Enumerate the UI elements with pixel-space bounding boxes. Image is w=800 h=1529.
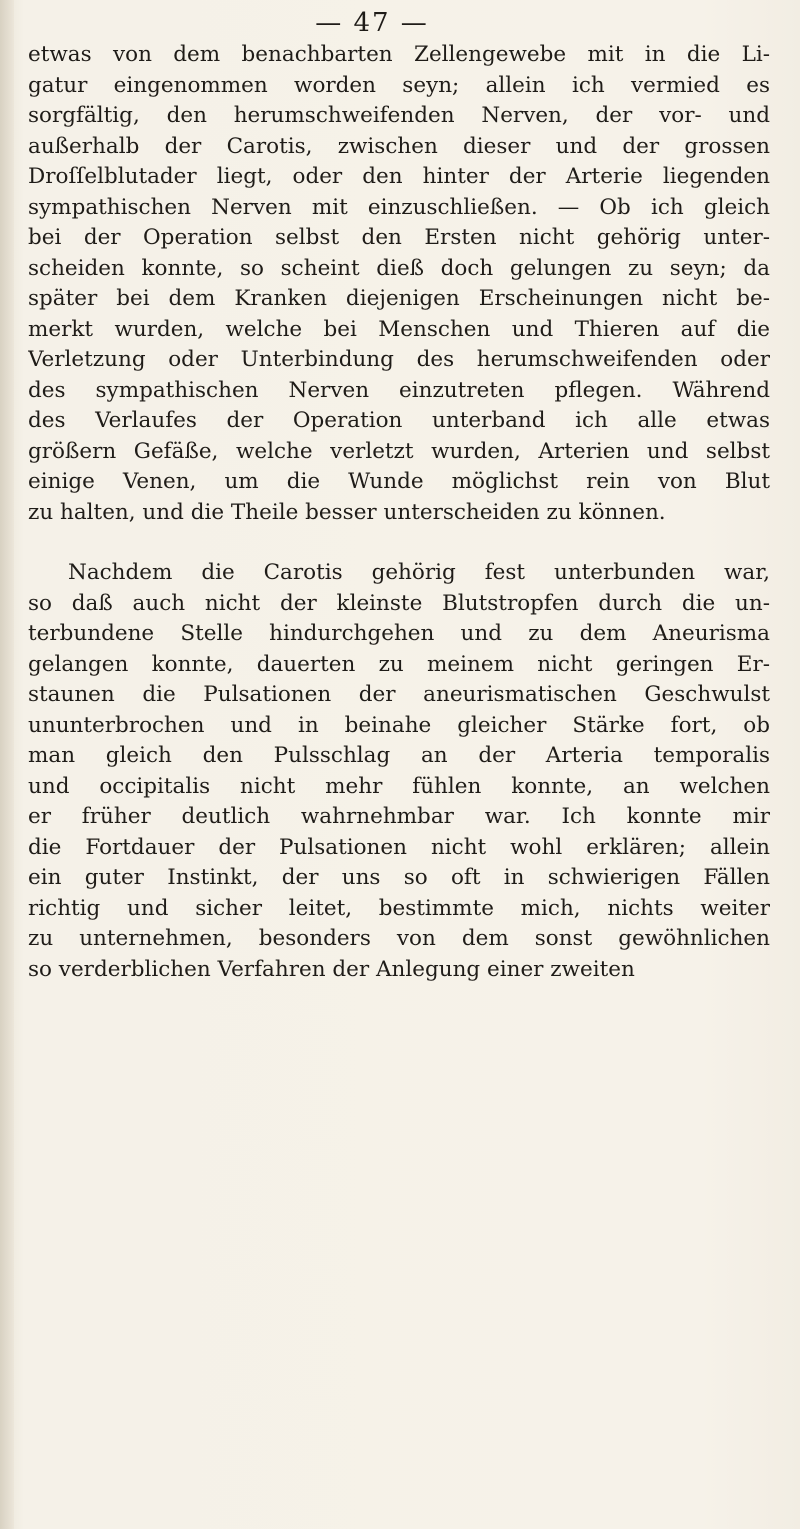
text-line: terbundene Stelle hindurchgehen und zu dem Aneurisma bbox=[28, 621, 770, 646]
text-line: sorgfältig, den herumschweifenden Nerven, der vor- und bbox=[28, 103, 770, 128]
text-line: des sympathischen Nerven einzutreten pflegen. Während bbox=[28, 377, 770, 403]
text-line: gelangen konnte, dauerten zu meinem nicht geringen Er- bbox=[28, 651, 770, 677]
text-line: er früher deutlich wahrnehmbar war. Ich konnte mir bbox=[28, 804, 770, 829]
text-line: Verletzung oder Unterbindung des herumschweifenden oder bbox=[28, 347, 770, 372]
paragraph-2 bbox=[28, 558, 770, 985]
text-line: außerhalb der Carotis, zwischen dieser und der grossen bbox=[28, 133, 770, 159]
text-line: des Verlaufes der Operation unterband ich alle etwas bbox=[28, 408, 770, 433]
text-line: scheiden konnte, so scheint dieß doch gelungen zu seyn; da bbox=[28, 255, 770, 281]
text-line: ununterbrochen und in beinahe gleicher Stärke fort, ob bbox=[28, 712, 770, 738]
text-line: die Fortdauer der Pulsationen nicht wohl erklären; allein bbox=[28, 834, 770, 860]
text-line: Nachdem die Carotis gehörig fest unterbunden war, bbox=[68, 560, 770, 585]
text-line: bei der Operation selbst den Ersten nicht gehörig unter- bbox=[28, 225, 770, 250]
text-line: merkt wurden, welche bei Menschen und Thieren auf die bbox=[28, 316, 770, 342]
text-line: etwas von dem benachbarten Zellengewebe mit in die Li- bbox=[28, 42, 770, 67]
body-text bbox=[28, 40, 770, 985]
text-line: und occipitalis nicht mehr fühlen konnte, an welchen bbox=[28, 773, 770, 799]
paragraph-1 bbox=[28, 40, 770, 528]
text-line: staunen die Pulsationen der aneurismatischen Geschwulst bbox=[28, 682, 770, 707]
text-line: zu unternehmen, besonders von dem sonst gewöhnlichen bbox=[28, 926, 770, 951]
text-line: größern Gefäße, welche verletzt wurden, Arterien und selbst bbox=[28, 438, 770, 464]
binding-edge bbox=[0, 0, 14, 1529]
text-line: so verderblichen Verfahren der Anlegung einer zweiten bbox=[28, 956, 635, 982]
text-line: sympathischen Nerven mit einzuschließen. — Ob ich gleich bbox=[28, 194, 770, 220]
text-line: Droſſelblutader liegt, oder den hinter der Arterie liegenden bbox=[28, 164, 770, 189]
text-line: ein guter Instinkt, der uns so oft in schwierigen Fällen bbox=[28, 865, 770, 890]
text-line: später bei dem Kranken diejenigen Erscheinungen nicht be- bbox=[28, 286, 770, 311]
text-line: so daß auch nicht der kleinste Blutstropfen durch die un- bbox=[28, 590, 770, 616]
text-line: einige Venen, um die Wunde möglichst rein von Blut bbox=[28, 469, 770, 494]
text-line: gatur eingenommen worden seyn; allein ich vermied es bbox=[28, 72, 770, 98]
page-number: — 47 — bbox=[315, 8, 429, 38]
text-line: zu halten, und die Theile besser unterscheiden zu können. bbox=[28, 499, 666, 525]
text-line: man gleich den Pulsschlag an der Arteria temporalis bbox=[28, 743, 770, 768]
text-line: richtig und sicher leitet, bestimmte mich, nichts weiter bbox=[28, 895, 770, 921]
